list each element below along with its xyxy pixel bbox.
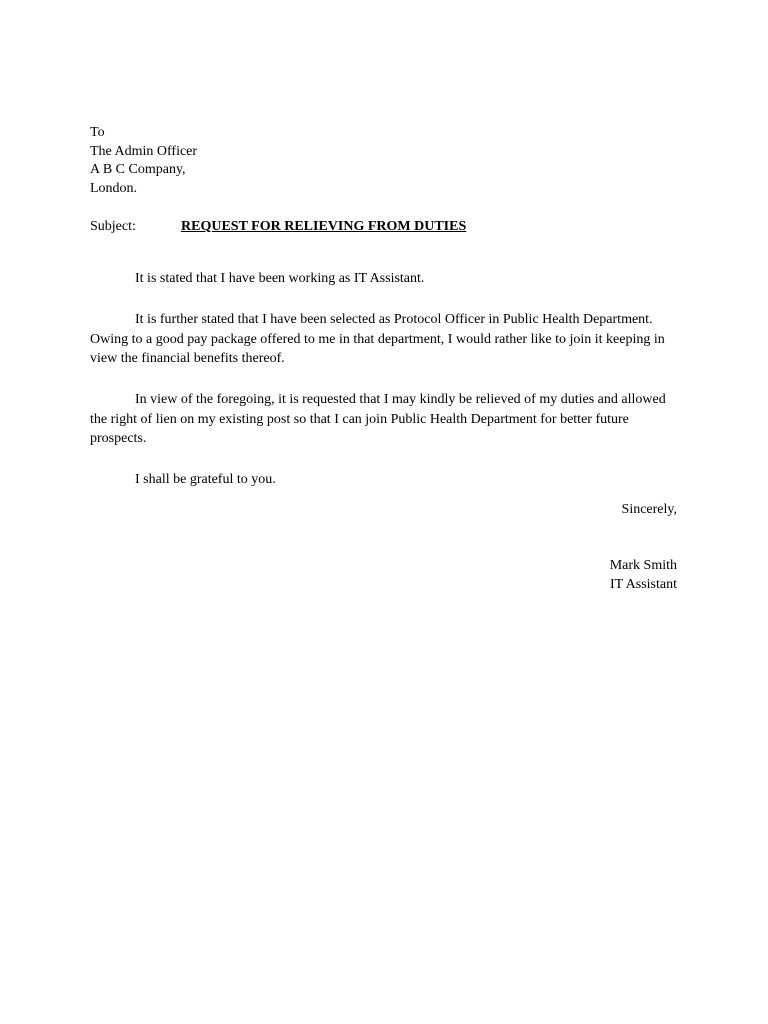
recipient-city: London. <box>90 181 138 197</box>
signature-name: Mark Smith <box>609 558 677 573</box>
subject-text: REQUEST FOR RELIEVING FROM DUTIES <box>181 219 467 234</box>
recipient-title: The Admin Officer <box>90 143 198 159</box>
closing-salutation: Sincerely, <box>621 502 677 517</box>
signature-title: IT Assistant <box>609 577 677 592</box>
paragraph-2: It is further stated that I have been selected as Protocol Officer in Public Health Department. Owing to a good pay package offered to me in that department, I would rather like to join it keeping in view the financial benefits thereof. <box>90 312 665 366</box>
paragraph-1: It is stated that I have been working as IT Assistant. <box>135 271 425 286</box>
recipient-to: To <box>90 125 105 140</box>
recipient-company: A B C Company, <box>90 162 186 178</box>
paragraph-3: In view of the foregoing, it is requested that I may kindly be relieved of my duties and allowed the right of lien on my existing post so that I can join Public Health Department for better future prospects. <box>90 392 666 446</box>
recipient-address <box>90 124 197 199</box>
paragraph-4: I shall be grateful to you. <box>135 472 276 487</box>
subject-label: Subject: <box>90 219 136 234</box>
